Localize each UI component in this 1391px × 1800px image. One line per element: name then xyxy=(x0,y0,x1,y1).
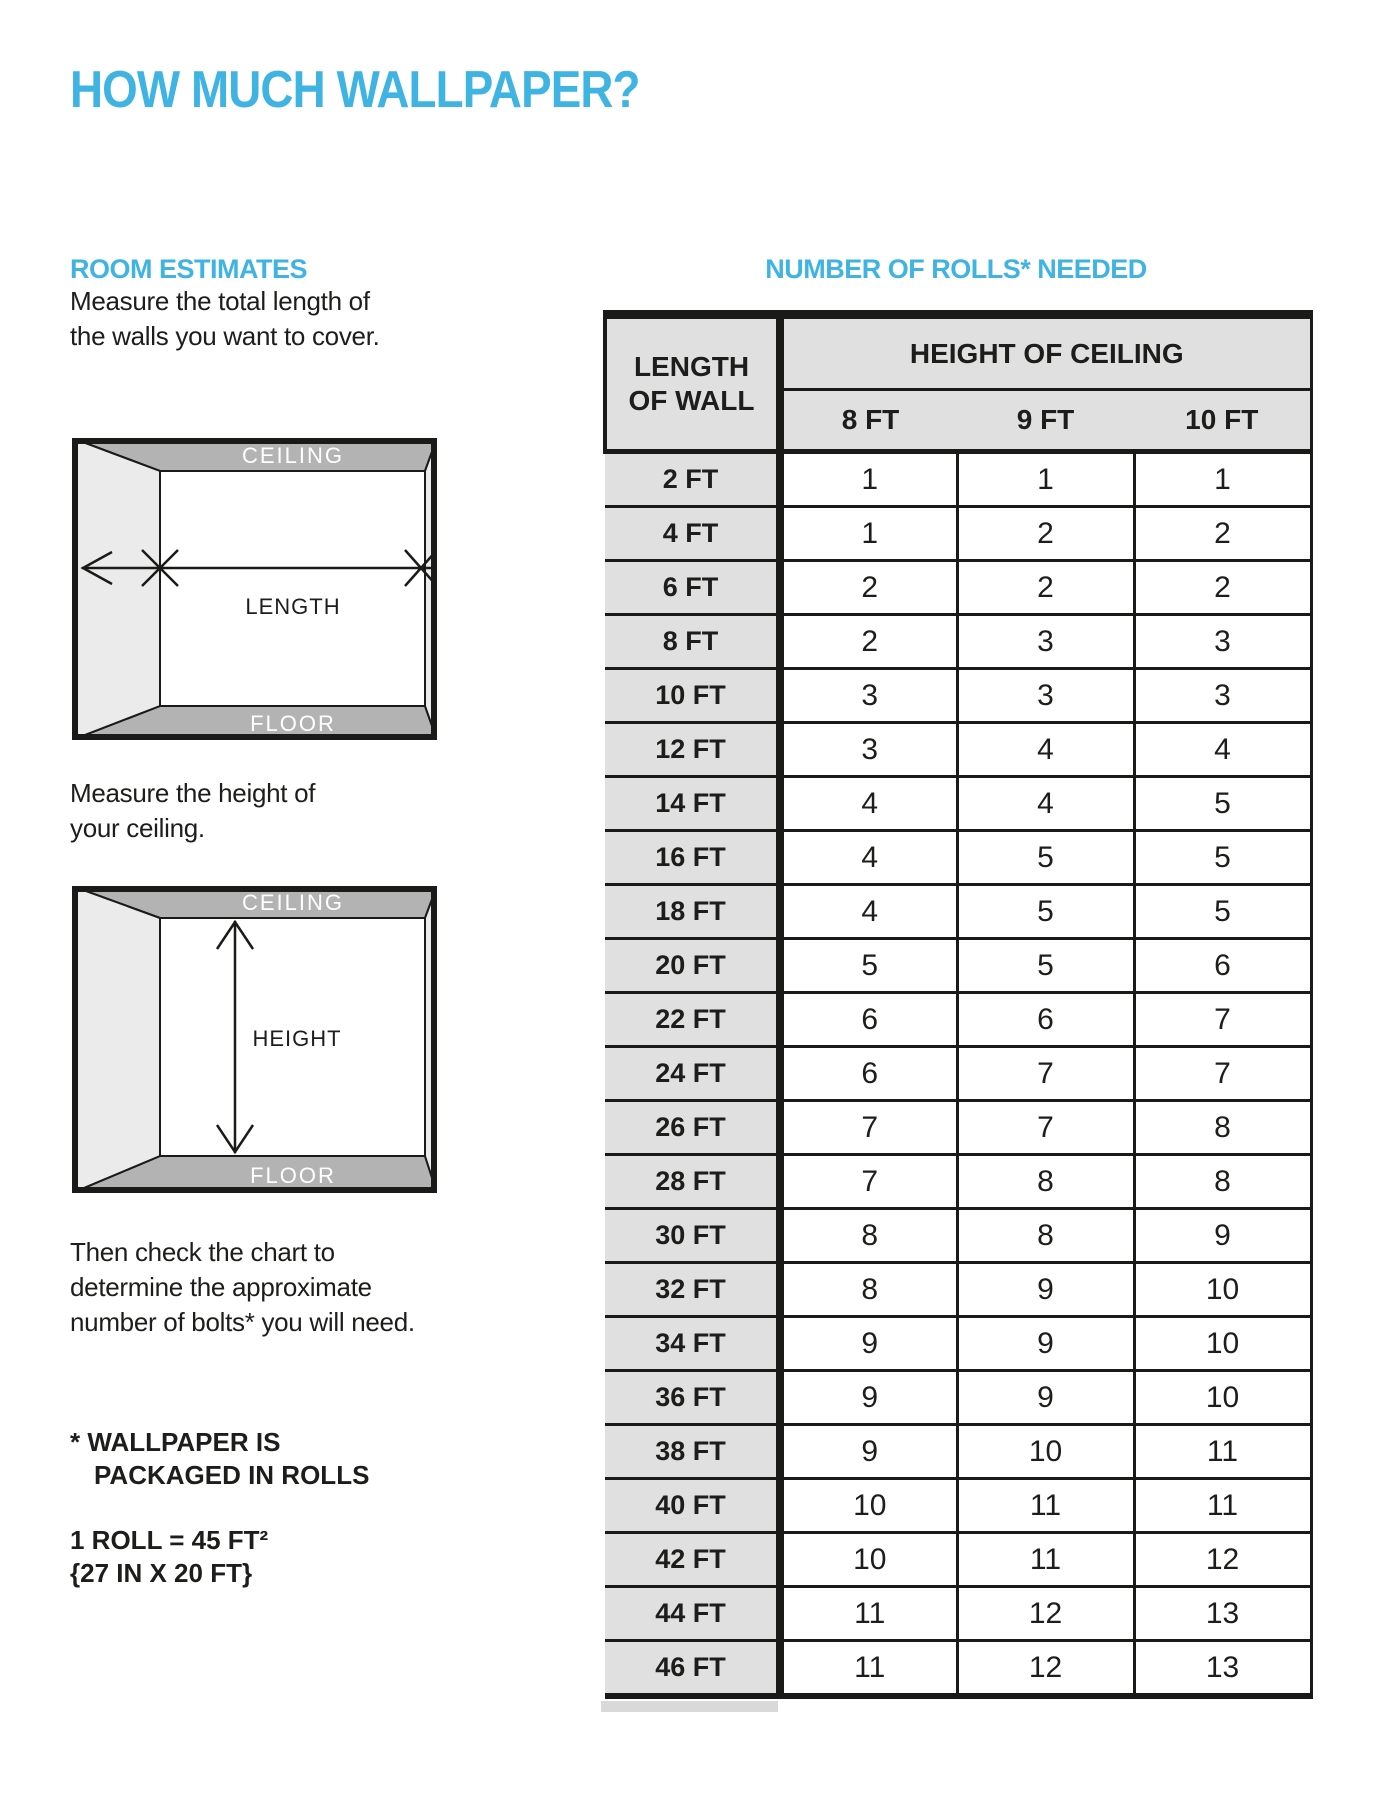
table-row xyxy=(605,452,1311,507)
roll-count-cell: 11 xyxy=(1134,1425,1311,1479)
roll-count-cell: 9 xyxy=(957,1371,1134,1425)
step3-line3: number of bolts* you will need. xyxy=(70,1307,415,1337)
roll-count-cell: 8 xyxy=(1134,1101,1311,1155)
roll-count-cell: 4 xyxy=(780,777,957,831)
col-header-10ft: 10 FT xyxy=(1134,390,1311,452)
row-label-wall-length: 42 FT xyxy=(605,1533,780,1587)
table-row xyxy=(605,939,1311,993)
table-row xyxy=(605,885,1311,939)
row-label-wall-length: 26 FT xyxy=(605,1101,780,1155)
table-row xyxy=(605,1101,1311,1155)
roll-count-cell: 9 xyxy=(780,1425,957,1479)
row-label-wall-length: 38 FT xyxy=(605,1425,780,1479)
row-label-wall-length: 32 FT xyxy=(605,1263,780,1317)
table-row xyxy=(605,1371,1311,1425)
roll-count-cell: 10 xyxy=(780,1479,957,1533)
table-row xyxy=(605,507,1311,561)
table-row xyxy=(605,1425,1311,1479)
corner-line1: LENGTH xyxy=(633,351,750,382)
step3-instruction xyxy=(70,1235,415,1340)
roll-count-cell: 7 xyxy=(780,1155,957,1209)
row-label-wall-length: 22 FT xyxy=(605,993,780,1047)
floor-label: FLOOR xyxy=(250,1163,336,1188)
roll-count-cell: 5 xyxy=(957,831,1134,885)
roll-count-cell: 6 xyxy=(957,993,1134,1047)
roll-count-cell: 2 xyxy=(957,561,1134,615)
roll-count-cell: 3 xyxy=(1134,615,1311,669)
table-row xyxy=(605,1587,1311,1641)
roll-count-cell: 5 xyxy=(780,939,957,993)
table-header xyxy=(605,315,1311,452)
col-header-8ft: 8 FT xyxy=(780,390,957,452)
rolls-needed-table xyxy=(603,310,1313,1699)
roll-count-cell: 2 xyxy=(957,507,1134,561)
roll-count-cell: 3 xyxy=(957,669,1134,723)
roll-count-cell: 7 xyxy=(957,1101,1134,1155)
roll-count-cell: 5 xyxy=(1134,885,1311,939)
footnote-line2: PACKAGED IN ROLLS xyxy=(94,1460,370,1490)
roll-count-cell: 12 xyxy=(957,1587,1134,1641)
row-label-wall-length: 28 FT xyxy=(605,1155,780,1209)
roll-count-cell: 8 xyxy=(1134,1155,1311,1209)
step1-line1: Measure the total length of xyxy=(70,286,370,316)
step1-instruction xyxy=(70,284,380,354)
table-row xyxy=(605,1317,1311,1371)
row-label-wall-length: 20 FT xyxy=(605,939,780,993)
col-header-9ft: 9 FT xyxy=(957,390,1134,452)
row-label-wall-length: 30 FT xyxy=(605,1209,780,1263)
row-label-wall-length: 2 FT xyxy=(605,452,780,507)
table-row xyxy=(605,615,1311,669)
roll-count-cell: 6 xyxy=(1134,939,1311,993)
roll-size-line1: 1 ROLL = 45 FT² xyxy=(70,1525,269,1555)
row-label-wall-length: 10 FT xyxy=(605,669,780,723)
length-of-wall-header xyxy=(605,315,780,452)
wallpaper-rolls-footnote xyxy=(70,1426,369,1492)
roll-count-cell: 6 xyxy=(780,1047,957,1101)
room-height-diagram xyxy=(72,886,437,1193)
length-label: LENGTH xyxy=(245,594,341,619)
table-row xyxy=(605,1155,1311,1209)
row-label-wall-length: 36 FT xyxy=(605,1371,780,1425)
roll-count-cell: 12 xyxy=(957,1641,1134,1697)
roll-size-line2: {27 IN X 20 FT} xyxy=(70,1558,253,1588)
ceiling-label: CEILING xyxy=(241,443,345,468)
corner-line2: OF WALL xyxy=(628,385,755,416)
table-row xyxy=(605,777,1311,831)
table-row xyxy=(605,1479,1311,1533)
roll-count-cell: 3 xyxy=(957,615,1134,669)
table-row xyxy=(605,1047,1311,1101)
table-row xyxy=(605,831,1311,885)
roll-count-cell: 9 xyxy=(957,1317,1134,1371)
table-row xyxy=(605,669,1311,723)
roll-count-cell: 11 xyxy=(780,1641,957,1697)
row-label-wall-length: 40 FT xyxy=(605,1479,780,1533)
roll-count-cell: 7 xyxy=(1134,993,1311,1047)
roll-count-cell: 10 xyxy=(1134,1263,1311,1317)
roll-count-cell: 11 xyxy=(957,1479,1134,1533)
roll-count-cell: 8 xyxy=(957,1209,1134,1263)
roll-count-cell: 10 xyxy=(957,1425,1134,1479)
roll-count-cell: 13 xyxy=(1134,1587,1311,1641)
roll-count-cell: 7 xyxy=(1134,1047,1311,1101)
roll-count-cell: 13 xyxy=(1134,1641,1311,1697)
roll-count-cell: 1 xyxy=(780,507,957,561)
table-row xyxy=(605,1209,1311,1263)
roll-count-cell: 3 xyxy=(780,669,957,723)
step2-instruction xyxy=(70,776,315,846)
row-label-wall-length: 18 FT xyxy=(605,885,780,939)
roll-count-cell: 4 xyxy=(1134,723,1311,777)
roll-count-cell: 2 xyxy=(780,561,957,615)
roll-count-cell: 11 xyxy=(780,1587,957,1641)
roll-count-cell: 10 xyxy=(780,1533,957,1587)
table-row xyxy=(605,1641,1311,1697)
roll-count-cell: 5 xyxy=(957,939,1134,993)
step3-line2: determine the approximate xyxy=(70,1272,372,1302)
height-label: HEIGHT xyxy=(252,1026,342,1051)
roll-count-cell: 1 xyxy=(957,452,1134,507)
roll-count-cell: 9 xyxy=(780,1317,957,1371)
step2-line1: Measure the height of xyxy=(70,778,316,808)
row-label-wall-length: 14 FT xyxy=(605,777,780,831)
row-label-wall-length: 16 FT xyxy=(605,831,780,885)
roll-count-cell: 4 xyxy=(780,885,957,939)
rolls-needed-heading: NUMBER OF ROLLS* NEEDED xyxy=(765,254,1147,284)
floor-label: FLOOR xyxy=(250,711,336,736)
roll-count-cell: 2 xyxy=(1134,507,1311,561)
roll-count-cell: 6 xyxy=(780,993,957,1047)
roll-count-cell: 9 xyxy=(957,1263,1134,1317)
roll-count-cell: 4 xyxy=(957,723,1134,777)
roll-count-cell: 4 xyxy=(957,777,1134,831)
roll-count-cell: 7 xyxy=(780,1101,957,1155)
back-wall xyxy=(160,471,425,706)
roll-count-cell: 5 xyxy=(1134,777,1311,831)
roll-count-cell: 12 xyxy=(1134,1533,1311,1587)
row-label-wall-length: 24 FT xyxy=(605,1047,780,1101)
row-label-wall-length: 6 FT xyxy=(605,561,780,615)
roll-count-cell: 7 xyxy=(957,1047,1134,1101)
page-title: HOW MUCH WALLPAPER? xyxy=(70,61,640,119)
left-wall xyxy=(72,438,160,740)
table-row xyxy=(605,561,1311,615)
height-of-ceiling-header: HEIGHT OF CEILING xyxy=(780,315,1311,390)
roll-count-cell: 2 xyxy=(780,615,957,669)
roll-count-cell: 9 xyxy=(1134,1209,1311,1263)
rolls-table-body xyxy=(605,452,1311,1697)
left-wall xyxy=(72,886,160,1193)
roll-count-cell: 11 xyxy=(957,1533,1134,1587)
roll-count-cell: 3 xyxy=(1134,669,1311,723)
roll-count-cell: 8 xyxy=(780,1209,957,1263)
roll-count-cell: 8 xyxy=(957,1155,1134,1209)
row-label-wall-length: 8 FT xyxy=(605,615,780,669)
roll-count-cell: 11 xyxy=(1134,1479,1311,1533)
roll-count-cell: 2 xyxy=(1134,561,1311,615)
table-row xyxy=(605,993,1311,1047)
label-column-gray-tail xyxy=(601,1701,778,1712)
row-label-wall-length: 34 FT xyxy=(605,1317,780,1371)
roll-count-cell: 4 xyxy=(780,831,957,885)
roll-count-cell: 5 xyxy=(1134,831,1311,885)
roll-count-cell: 5 xyxy=(957,885,1134,939)
row-label-wall-length: 44 FT xyxy=(605,1587,780,1641)
table-row xyxy=(605,1263,1311,1317)
roll-count-cell: 8 xyxy=(780,1263,957,1317)
footnote-line1: * WALLPAPER IS xyxy=(70,1427,281,1457)
row-label-wall-length: 46 FT xyxy=(605,1641,780,1697)
roll-count-cell: 1 xyxy=(780,452,957,507)
row-label-wall-length: 4 FT xyxy=(605,507,780,561)
table-row xyxy=(605,723,1311,777)
step3-line1: Then check the chart to xyxy=(70,1237,335,1267)
step1-line2: the walls you want to cover. xyxy=(70,321,380,351)
roll-count-cell: 3 xyxy=(780,723,957,777)
roll-count-cell: 10 xyxy=(1134,1371,1311,1425)
table-row xyxy=(605,1533,1311,1587)
ceiling-label: CEILING xyxy=(241,890,345,915)
step2-line2: your ceiling. xyxy=(70,813,205,843)
roll-size-note xyxy=(70,1524,268,1590)
roll-count-cell: 9 xyxy=(780,1371,957,1425)
row-label-wall-length: 12 FT xyxy=(605,723,780,777)
roll-count-cell: 10 xyxy=(1134,1317,1311,1371)
room-length-diagram xyxy=(72,438,437,740)
room-estimates-heading: ROOM ESTIMATES xyxy=(70,254,308,284)
roll-count-cell: 1 xyxy=(1134,452,1311,507)
